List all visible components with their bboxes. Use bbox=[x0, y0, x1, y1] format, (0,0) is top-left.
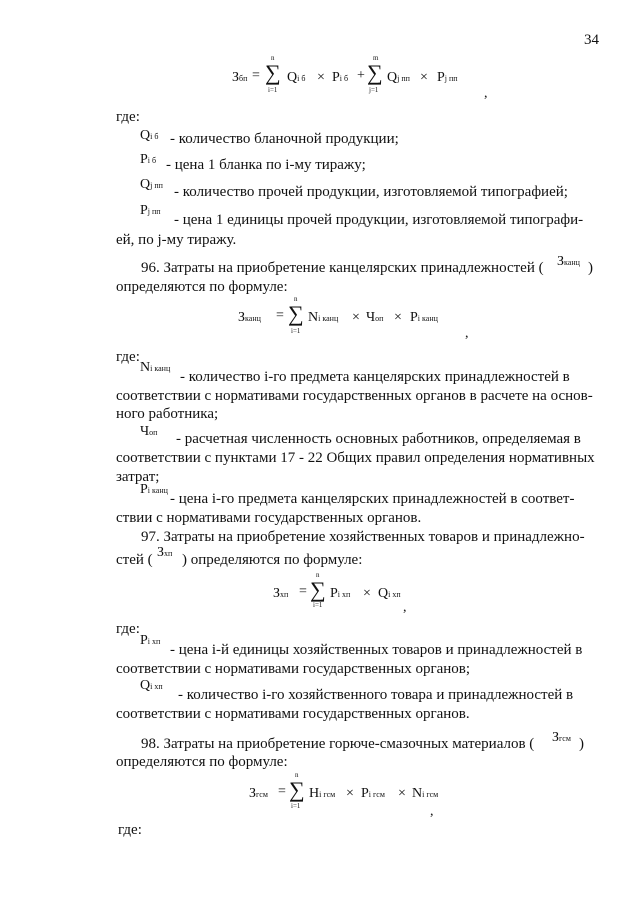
sum-sign: ∑ bbox=[310, 577, 326, 602]
page-number: 34 bbox=[584, 32, 599, 48]
sum-sign: ∑ bbox=[265, 60, 281, 85]
formula-lhs: З bbox=[232, 70, 240, 85]
sum-sign: ∑ bbox=[288, 301, 304, 326]
where-label: где: bbox=[118, 822, 142, 838]
sum-sign: ∑ bbox=[289, 777, 305, 802]
sum-sign: ∑ bbox=[367, 60, 383, 85]
where-label: где: bbox=[116, 349, 140, 365]
where-label: где: bbox=[116, 109, 140, 125]
where-label: где: bbox=[116, 621, 140, 637]
document-page: 34 Збп = n ∑ i=1 Qi б × Pi б + m ∑ j=1 Qj пп × Pj пп , где: Qi б - количество бланочной продукции; Pi б - цена 1 бланка по i-му тиражу; Qj пп - количество прочей продукции, изготовляемой типографией; Pj пп - цена 1 единицы прочей продукции, изготовляемой типографи- ей, по j-му тиражу. 96. Затраты на приобретение канцелярских принадлежностей ( Зканц ) определяются по формуле: Зканц = n ∑ i=1 Ni канц × Чоп × Pi канц , где: Ni канц - количество i-го предмета канцелярских принадлежностей в соответствии с нормативами государственных органов в расчете на основ- ного работника; Чоп - расчетная численность основных работников, определяемая в соответствии с пунктами 17 - 22 Общих правил определения нормативных затрат; Pi канц - цена i-го предмета канцелярских принадлежностей в соответ- ствии с нормативами государственных органов. 97. Затраты на приобретение хозяйственных товаров и принадлежно- стей ( Зхп ) определяются по формуле: Зхп = n ∑ i=1 Pi хп × Qi хп , где: Pi хп - цена i-й единицы хозяйственных товаров и принадлежностей в соответствии с нормативами государственных органов; Qi хп - количество i-го хозяйственного товара и принадлежностей в соответствии с нормативами государственных органов. 98. Затраты на приобретение горюче-смазочных материалов ( Згсм ) определяются по формуле: Згсм = n ∑ i=1 Нi гсм × Pi гсм × Ni гсм , где: bbox=[116, 32, 599, 838]
